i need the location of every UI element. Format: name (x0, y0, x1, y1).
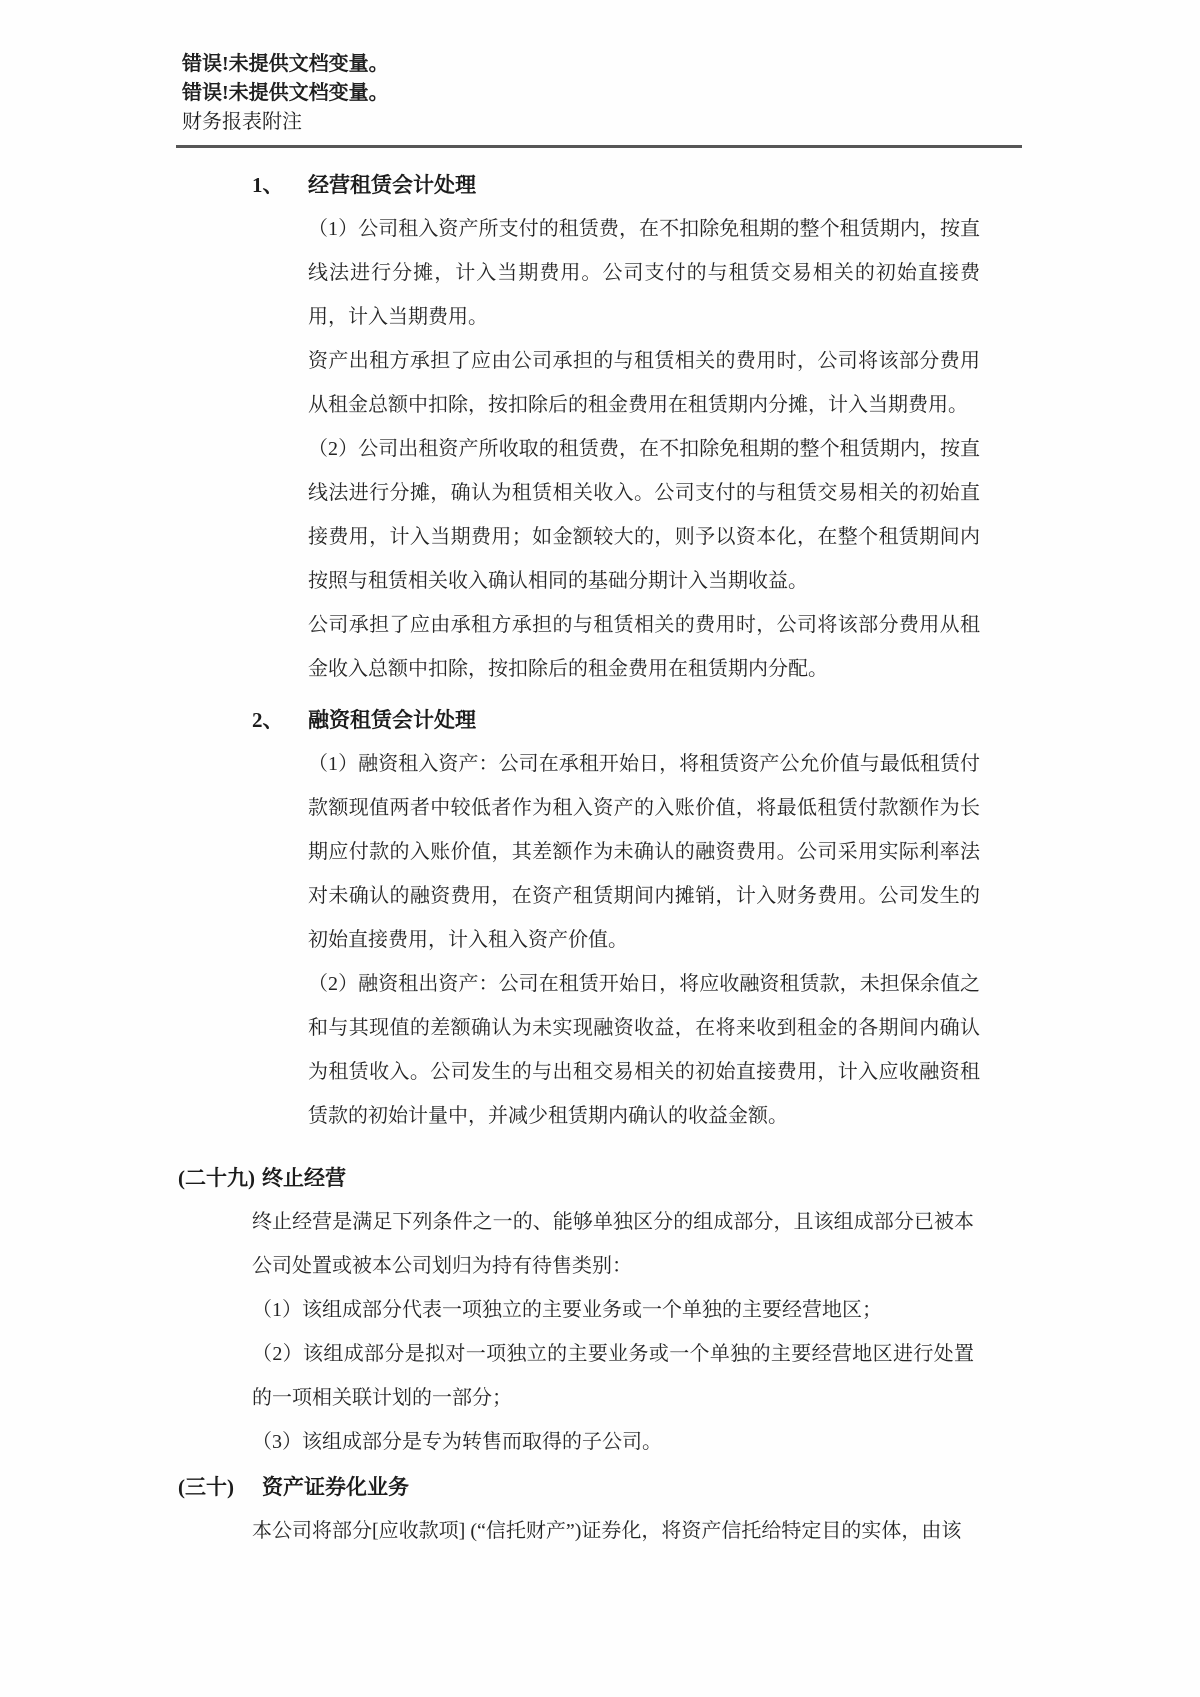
section-content (308, 207, 980, 691)
section-heading (178, 1163, 1200, 1193)
header-error-line-1: 错误!未提供文档变量。 (182, 53, 389, 75)
section-finance-lease-accounting (0, 705, 1200, 1138)
section-content (252, 1200, 974, 1464)
section-content (252, 1509, 974, 1553)
document-body (0, 170, 1200, 1553)
section-number: 2、 (252, 708, 284, 732)
section-title: 资产证券化业务 (262, 1475, 409, 1499)
section-asset-securitization (0, 1472, 1200, 1553)
section-number: 1、 (252, 173, 284, 197)
section-title: 融资租赁会计处理 (308, 708, 476, 732)
paragraph: （1）融资租入资产：公司在承租开始日，将租赁资产公允价值与最低租赁付款额现值两者中较低者作为租入资产的入账价值，将最低租赁付款额作为长期应付款的入账价值，其差额作为未确认的融资费用。公司采用实际利率法对未确认的融资费用，在资产租赁期间内摊销，计入财务费用。公司发生的初始直接费用，计入租入资产价值。 (308, 753, 980, 951)
paragraph: 终止经营是满足下列条件之一的、能够单独区分的组成部分，且该组成部分已被本公司处置或被本公司划归为持有待售类别： (252, 1211, 974, 1277)
paragraph: （2）公司出租资产所收取的租赁费，在不扣除免租期的整个租赁期内，按直线法进行分摊，确认为租赁相关收入。公司支付的与租赁交易相关的初始直接费用，计入当期费用；如金额较大的，则予以资本化，在整个租赁期间内按照与租赁相关收入确认相同的基础分期计入当期收益。 (308, 438, 980, 592)
section-heading (252, 170, 1200, 200)
section-title: 终止经营 (262, 1166, 346, 1190)
paragraph: 本公司将部分[应收款项] (“信托财产”)证券化，将资产信托给特定目的实体，由该 (252, 1520, 962, 1542)
section-title: 经营租赁会计处理 (308, 173, 476, 197)
header-error-line-2: 错误!未提供文档变量。 (182, 82, 389, 104)
section-discontinued-operations (0, 1163, 1200, 1464)
section-number: (三十) (178, 1475, 234, 1499)
header-subtitle: 财务报表附注 (182, 111, 302, 133)
paragraph: （1）公司租入资产所支付的租赁费，在不扣除免租期的整个租赁期内，按直线法进行分摊，计入当期费用。公司支付的与租赁交易相关的初始直接费用，计入当期费用。 (308, 218, 980, 328)
paragraph: 资产出租方承担了应由公司承担的与租赁相关的费用时，公司将该部分费用从租金总额中扣除，按扣除后的租金费用在租赁期内分摊，计入当期费用。 (308, 350, 980, 416)
paragraph: 公司承担了应由承租方承担的与租赁相关的费用时，公司将该部分费用从租金收入总额中扣除，按扣除后的租金费用在租赁期内分配。 (308, 614, 980, 680)
section-operating-lease-accounting (0, 170, 1200, 691)
document-header (176, 0, 1022, 148)
paragraph: （2）融资租出资产：公司在租赁开始日，将应收融资租赁款，未担保余值之和与其现值的差额确认为未实现融资收益，在将来收到租金的各期间内确认为租赁收入。公司发生的与出租交易相关的初始直接费用，计入应收融资租赁款的初始计量中，并减少租赁期内确认的收益金额。 (308, 973, 980, 1127)
paragraph: （3）该组成部分是专为转售而取得的子公司。 (252, 1431, 662, 1453)
paragraph: （2）该组成部分是拟对一项独立的主要业务或一个单独的主要经营地区进行处置的一项相关联计划的一部分； (252, 1343, 974, 1409)
paragraph: （1）该组成部分代表一项独立的主要业务或一个单独的主要经营地区； (252, 1299, 882, 1321)
section-heading (252, 705, 1200, 735)
section-content (308, 742, 980, 1138)
section-heading (178, 1472, 1200, 1502)
section-number: (二十九) (178, 1166, 255, 1190)
